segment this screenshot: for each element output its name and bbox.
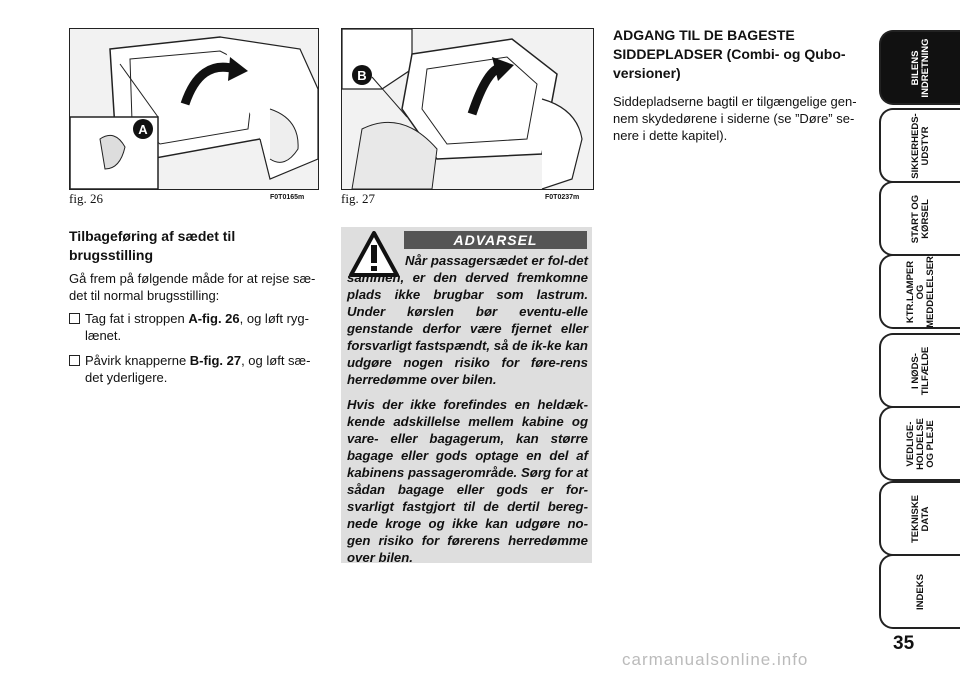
warning-box — [341, 227, 592, 563]
figure-reference: A-fig. 26 — [188, 311, 240, 326]
warning-title: ADVARSEL — [404, 231, 587, 249]
bullet-item: Påvirk knapperne B-fig. 27, og løft sæ-det yderligere. — [69, 352, 321, 386]
figure-27-image — [341, 28, 594, 190]
section-heading-rear-access: ADGANG TIL DE BAGESTE SIDDEPLADSER (Combi- og Qubo-versioner) — [613, 27, 846, 81]
figure-reference: B-fig. 27 — [189, 353, 242, 368]
figure-26-code: F0T0165m — [270, 194, 305, 201]
seat-illustration-26 — [70, 29, 318, 189]
tab-ktr-lamper[interactable]: KTR.LAMPER OG MEDDELELSER — [879, 254, 960, 329]
tab-sikkerhedsudstyr[interactable]: SIKKERHEDS- UDSTYR — [879, 108, 960, 183]
chapter-tabs — [879, 0, 960, 677]
tab-bilens-indretning[interactable]: BILENS INDRETNING — [879, 30, 960, 105]
warning-paragraph-2: Hvis der ikke forefindes en heldæk-kende adskillelse mellem kabine og vare- eller bagagerum, kan større bagage eller gods optage en del af kabinens passagerområde. Sørg for at sådan bagage eller gods er for-svarligt fastgjort til de dertil bereg-nede kroge og ikke kan udgøre no-gen risiko for førerens herredømme over bilen. — [347, 397, 588, 565]
tab-indeks[interactable]: INDEKS — [879, 554, 960, 629]
section-heading-seat-return: Tilbageføring af sædet til brugsstilling — [69, 228, 236, 263]
bullet-item: Tag fat i stroppen A-fig. 26, og løft ryg-lænet. — [69, 310, 321, 344]
watermark: carmanualsonline.info — [622, 650, 809, 669]
rear-access-text: Siddepladserne bagtil er tilgængelige gen-nem skydedørene i siderne (se ”Døre” se-nere i dette kapitel). — [613, 94, 857, 143]
checkbox-square-icon — [69, 355, 80, 366]
figure-26-image — [69, 28, 319, 190]
figure-26-caption: fig. 26 — [69, 191, 103, 206]
tab-vedligeholdelse[interactable]: VEDLIGE- HOLDELSE OG PLEJE — [879, 406, 960, 481]
tab-start-og-korsel[interactable]: START OG KØRSEL — [879, 181, 960, 256]
warning-text — [347, 252, 588, 574]
figure-27-code: F0T0237m — [545, 194, 580, 201]
figure-27-caption: fig. 27 — [341, 191, 375, 206]
checkbox-square-icon — [69, 313, 80, 324]
warning-paragraph-1: Når passagersædet er fol-det sammen, er den derved fremkomne plads ikke brugbar som lastrum. Under kørslen bør eventu-elle genstande derfor være fjernet eller forsvarligt fastspændt, så de ik-ke kan udgøre nogen risiko for føre-rens herredømme over bilen. — [347, 253, 588, 387]
marker-b: B — [357, 68, 367, 83]
marker-a: A — [138, 122, 148, 137]
seat-illustration-27 — [342, 29, 593, 189]
page-number: 35 — [893, 633, 915, 654]
tab-i-nodstilfaelde[interactable]: I NØDS- TILFÆLDE — [879, 333, 960, 408]
seat-return-intro: Gå frem på følgende måde for at rejse sæ-det til normal brugsstilling: — [69, 271, 316, 303]
tab-tekniske-data[interactable]: TEKNISKE DATA — [879, 481, 960, 556]
